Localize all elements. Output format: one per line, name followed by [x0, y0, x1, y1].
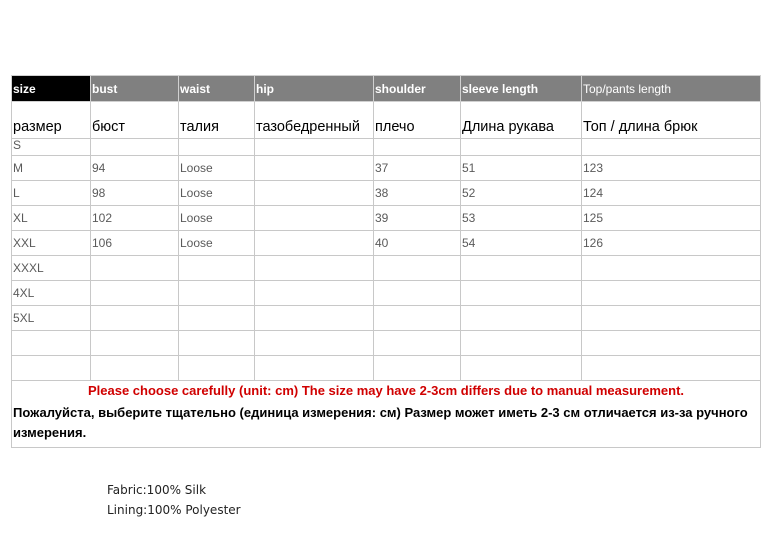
table-cell: XL [12, 206, 91, 231]
table-cell [91, 306, 179, 331]
table-cell [582, 281, 761, 306]
table-cell: Loose [179, 231, 255, 256]
header-cell-ru: Длина рукава [461, 102, 582, 139]
table-cell: 5XL [12, 306, 91, 331]
table-row [12, 231, 761, 256]
header-cell-ru: Топ / длина брюк [582, 102, 761, 139]
table-cell [91, 331, 179, 356]
table-cell: 51 [461, 156, 582, 181]
table-cell [179, 256, 255, 281]
table-cell [12, 331, 91, 356]
table-cell [179, 281, 255, 306]
table-row [12, 156, 761, 181]
table-cell [179, 306, 255, 331]
header-cell: bust [91, 76, 179, 102]
table-cell: 124 [582, 181, 761, 206]
table-cell [582, 256, 761, 281]
table-cell: XXXL [12, 256, 91, 281]
header-cell-ru: тазобедренный [255, 102, 374, 139]
table-cell [582, 306, 761, 331]
table-cell: Loose [179, 156, 255, 181]
table-cell [179, 356, 255, 381]
table-cell [461, 281, 582, 306]
table-cell [91, 281, 179, 306]
table-cell [255, 256, 374, 281]
header-cell: size [12, 76, 91, 102]
table-cell [255, 206, 374, 231]
header-cell-ru: плечо [374, 102, 461, 139]
table-cell [255, 231, 374, 256]
table-cell [461, 306, 582, 331]
table-cell [374, 139, 461, 156]
table-row [12, 181, 761, 206]
table-row [12, 139, 761, 156]
header-cell-ru: талия [179, 102, 255, 139]
table-cell: 106 [91, 231, 179, 256]
table-row [12, 356, 761, 381]
table-cell [374, 306, 461, 331]
table-cell: Loose [179, 206, 255, 231]
table-row [12, 256, 761, 281]
table-cell [91, 256, 179, 281]
table-cell [461, 331, 582, 356]
note-ru: Пожалуйста, выберите тщательно (единица измерения: см) Размер может иметь 2-3 см отличается из-за ручного измерения. [12, 401, 761, 448]
size-chart-table [11, 75, 761, 448]
table-cell: Loose [179, 181, 255, 206]
table-cell: 123 [582, 156, 761, 181]
table-cell [374, 281, 461, 306]
table-cell [461, 256, 582, 281]
table-row [12, 331, 761, 356]
table-cell [374, 356, 461, 381]
table-cell [12, 356, 91, 381]
table-cell [374, 331, 461, 356]
table-cell [255, 356, 374, 381]
table-row [12, 281, 761, 306]
table-cell [91, 139, 179, 156]
table-row [12, 306, 761, 331]
table-cell [461, 139, 582, 156]
table-cell [374, 256, 461, 281]
table-cell: 126 [582, 231, 761, 256]
table-cell [582, 139, 761, 156]
table-cell: 4XL [12, 281, 91, 306]
note-en: Please choose carefully (unit: cm) The size may have 2-3cm differs due to manual measurement. [12, 381, 761, 402]
table-cell: 37 [374, 156, 461, 181]
size-chart-body [12, 76, 761, 448]
header-cell: sleeve length [461, 76, 582, 102]
header-cell-ru: размер [12, 102, 91, 139]
table-cell [255, 181, 374, 206]
header-cell: shoulder [374, 76, 461, 102]
header-row-ru [12, 102, 761, 139]
table-cell: 94 [91, 156, 179, 181]
table-cell [179, 331, 255, 356]
table-cell [255, 281, 374, 306]
header-cell: hip [255, 76, 374, 102]
table-cell: XXL [12, 231, 91, 256]
table-cell: 54 [461, 231, 582, 256]
fabric-line: Fabric:100% Silk [107, 483, 207, 497]
table-cell: 125 [582, 206, 761, 231]
header-cell: waist [179, 76, 255, 102]
header-cell-ru: бюст [91, 102, 179, 139]
table-cell [461, 356, 582, 381]
lining-line: Lining:100% Polyester [107, 503, 241, 517]
table-cell [255, 331, 374, 356]
table-cell: 38 [374, 181, 461, 206]
table-cell: 39 [374, 206, 461, 231]
note-row-en [12, 381, 761, 402]
note-row-ru [12, 401, 761, 448]
table-cell [91, 356, 179, 381]
table-cell: 53 [461, 206, 582, 231]
table-cell [255, 156, 374, 181]
table-cell [582, 331, 761, 356]
table-cell: L [12, 181, 91, 206]
fabric-info [107, 480, 241, 520]
table-cell: 102 [91, 206, 179, 231]
table-cell: S [12, 139, 91, 156]
table-cell [179, 139, 255, 156]
header-cell: Top/pants length [582, 76, 761, 102]
table-cell: 52 [461, 181, 582, 206]
table-cell [255, 306, 374, 331]
table-cell: 40 [374, 231, 461, 256]
table-cell: 98 [91, 181, 179, 206]
table-cell [582, 356, 761, 381]
header-row [12, 76, 761, 102]
table-row [12, 206, 761, 231]
table-cell [255, 139, 374, 156]
table-cell: M [12, 156, 91, 181]
